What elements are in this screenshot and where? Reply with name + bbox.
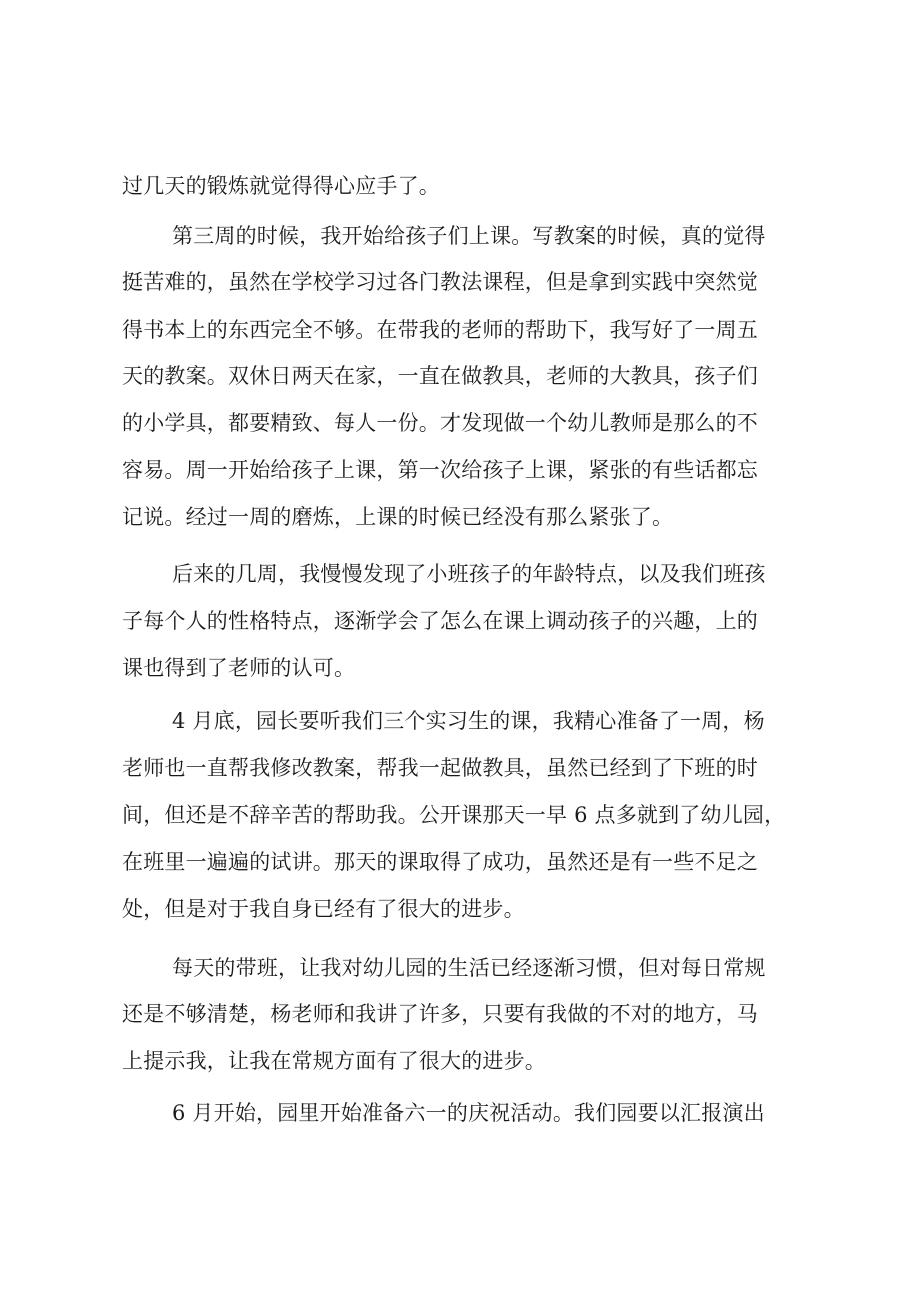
text-line: 课也得到了老师的认可。 [122,656,356,680]
text-line: 容易。周一开始给孩子上课，第一次给孩子上课，紧张的有些话都忘 [122,458,758,482]
text-line: 后来的几周，我慢慢发现了小班孩子的年龄特点，以及我们班孩 [172,562,766,586]
text-line: 天的教案。双休日两天在家，一直在做教具，老师的大教具，孩子们 [122,364,758,388]
text-line: 老师也一直帮我修改教案，帮我一起做教具，虽然已经到了下班的时 [122,756,758,780]
text-line: 处，但是对于我自身已经有了很大的进步。 [122,897,525,921]
text-line: 每天的带班，让我对幼儿园的生活已经逐渐习惯，但对每日常规 [172,956,766,980]
text-line: 过几天的锻炼就觉得得心应手了。 [122,174,440,198]
text-line: 6 月开始，园里开始准备六一的庆祝活动。我们园要以汇报演出 [172,1101,765,1125]
text-line: 的小学具，都要精致、每人一份。才发现做一个幼儿教师是那么的不 [122,411,758,435]
text-line: 记说。经过一周的磨炼，上课的时候已经没有那么紧张了。 [122,505,674,529]
text-line: 上提示我，让我在常规方面有了很大的进步。 [122,1049,546,1073]
text-line: 挺苦难的，虽然在学校学习过各门教法课程，但是拿到实践中突然觉 [122,270,758,294]
text-line: 在班里一遍遍的试讲。那天的课取得了成功，虽然还是有一些不足之 [122,850,758,874]
text-line: 间，但还是不辞辛苦的帮助我。公开课那天一早 6 点多就到了幼儿园， [122,803,786,827]
text-line: 子每个人的性格特点，逐渐学会了怎么在课上调动孩子的兴趣，上的 [122,609,758,633]
text-line: 第三周的时候，我开始给孩子们上课。写教案的时候，真的觉得 [172,224,766,248]
text-line: 4 月底，园长要听我们三个实习生的课，我精心准备了一周，杨 [172,709,765,733]
text-line: 还是不够清楚，杨老师和我讲了许多，只要有我做的不对的地方，马 [122,1002,758,1026]
text-line: 得书本上的东西完全不够。在带我的老师的帮助下，我写好了一周五 [122,318,758,342]
